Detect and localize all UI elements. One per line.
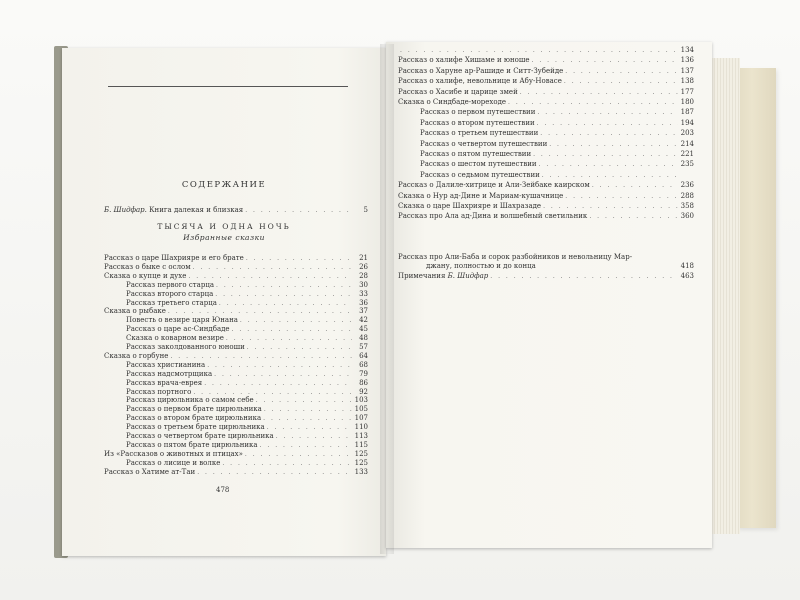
toc-entry-label: Рассказ о халифе, невольнице и Абу-Новасе xyxy=(398,77,562,86)
leader-dots xyxy=(193,263,352,272)
leader-dots xyxy=(490,272,678,281)
toc-entry xyxy=(126,361,368,370)
toc-entry-label: Рассказ о четвертом брате цирюльника xyxy=(126,432,274,440)
toc-entry xyxy=(420,119,694,128)
toc-entry xyxy=(104,254,368,263)
leader-dots xyxy=(549,140,678,149)
toc-entry-page: 57 xyxy=(359,343,368,351)
toc-entry xyxy=(398,181,694,190)
toc-entry xyxy=(398,46,694,55)
toc-entry xyxy=(126,405,368,414)
toc-entry-label: Рассказ второго старца xyxy=(126,289,214,298)
leader-dots xyxy=(226,334,352,343)
toc-entry-page: 45 xyxy=(359,325,368,334)
leader-dots xyxy=(400,46,678,55)
leader-dots xyxy=(592,181,678,190)
toc-entry-page: 177 xyxy=(680,87,694,96)
toc-entry xyxy=(126,388,368,397)
leader-dots xyxy=(246,254,352,263)
toc-entry-page: 21 xyxy=(359,254,368,262)
toc-entry-label: Рассказ о первом путешествии xyxy=(420,108,536,117)
toc-entry-page: 125 xyxy=(354,449,368,458)
toc-entry xyxy=(126,414,368,423)
toc-entry-label: Сказка о Нур ад-Дине и Мариам-кушачнице xyxy=(398,191,564,200)
book-back-cover xyxy=(736,68,776,528)
leader-dots xyxy=(207,361,352,370)
toc-entry-page: 221 xyxy=(680,150,694,158)
leader-dots xyxy=(533,150,678,159)
toc-entry xyxy=(420,129,694,138)
leader-dots xyxy=(188,272,352,281)
toc-entry xyxy=(398,88,694,97)
toc-entry xyxy=(126,343,368,352)
leader-dots xyxy=(564,77,678,86)
toc-entry-page: 36 xyxy=(359,298,368,307)
toc-entry-label: Рассказ о Хатиме ат-Таи xyxy=(104,467,196,476)
leader-dots xyxy=(256,396,352,405)
leader-dots xyxy=(276,432,352,441)
leader-dots xyxy=(170,352,352,361)
toc-entry-label: Рассказ про Ала ад-Дина и волшебный светильник xyxy=(398,212,588,221)
toc-entry-label: Рассказ о царе Шахрияре и его брате xyxy=(104,254,244,262)
toc-entry xyxy=(104,263,368,272)
toc-entry xyxy=(420,140,694,149)
toc-entry-label: Рассказ цирюльника о самом себе xyxy=(126,396,254,405)
toc-entry-label: Рассказ о втором брате цирюльника xyxy=(126,414,262,423)
toc-entry-label: Рассказ христианина xyxy=(126,360,206,369)
toc-entry-label: Рассказ первого старца xyxy=(126,280,214,289)
toc-entry-page: 110 xyxy=(354,423,368,432)
toc-entry-multiline xyxy=(398,253,694,271)
toc-entry-label: Рассказ о пятом путешествии xyxy=(420,150,532,158)
toc-entry-label: Рассказ о первом брате цирюльника xyxy=(126,405,262,414)
toc-entry-label: Рассказ о Харуне ар-Рашиде и Ситт-Зубейде xyxy=(398,66,564,75)
toc-entry-page: 138 xyxy=(680,77,694,86)
toc-entry xyxy=(126,370,368,379)
toc-entry-label: Повесть о везире царя Юнана xyxy=(126,316,238,325)
toc-entry-page: 105 xyxy=(354,405,368,414)
toc-entry-page: 137 xyxy=(680,66,694,75)
toc-entry-line-1: Рассказ про Али-Баба и сорок разбойников и невольницу Мар- xyxy=(398,253,633,261)
toc-entry-page: 358 xyxy=(680,202,694,210)
toc-entry xyxy=(126,290,368,299)
toc-entry-label: Рассказ портного xyxy=(126,387,192,396)
toc-entry xyxy=(126,316,368,325)
toc-entry xyxy=(398,202,694,211)
toc-entry-label: Рассказ о царе ас-Синдбаде xyxy=(126,325,230,334)
toc-entry-page: 103 xyxy=(354,396,368,405)
toc-entry-page: 33 xyxy=(359,289,368,298)
leader-dots xyxy=(260,441,352,450)
toc-entry xyxy=(398,212,694,221)
toc-entry xyxy=(126,281,368,290)
toc-entry xyxy=(104,468,368,477)
toc-entry xyxy=(104,307,368,316)
toc-entry-line-2: джану, полностью и до конца xyxy=(426,262,536,270)
toc-entry-page: 187 xyxy=(680,108,694,117)
toc-entry-page: 42 xyxy=(359,316,368,325)
book-title: ТЫСЯЧА И ОДНА НОЧЬ xyxy=(157,222,291,231)
toc-entry xyxy=(420,160,694,169)
toc-entry xyxy=(398,56,694,65)
notes-label: Примечания xyxy=(398,272,446,280)
toc-entry xyxy=(126,423,368,432)
toc-entry-page: 203 xyxy=(680,129,694,138)
toc-entry-label: Рассказ третьего старца xyxy=(126,298,217,307)
toc-entry xyxy=(126,299,368,308)
leader-dots xyxy=(214,370,352,379)
leader-dots xyxy=(232,325,352,334)
leader-dots xyxy=(540,129,678,138)
toc-entry-label: Рассказ о лисице и волке xyxy=(126,458,221,467)
toc-entry-page: 236 xyxy=(680,181,694,190)
intro-author: Б. Шидфар. xyxy=(104,206,147,214)
leader-dots xyxy=(168,307,352,316)
toc-entry-page: 235 xyxy=(680,160,694,169)
toc-entry xyxy=(398,77,694,86)
leader-dots xyxy=(565,67,678,76)
toc-entry-label: Сказка о Синдбаде-мореходе xyxy=(398,98,507,106)
leader-dots xyxy=(508,98,678,107)
toc-entry-label: Рассказ о третьем путешествии xyxy=(420,129,539,138)
leader-dots xyxy=(247,343,352,352)
toc-entry xyxy=(104,272,368,281)
toc-entry xyxy=(398,98,694,107)
toc-entry-page: 64 xyxy=(359,351,368,360)
toc-entry xyxy=(126,379,368,388)
leader-dots xyxy=(520,88,678,97)
leader-dots xyxy=(245,206,352,215)
toc-entry-label: Рассказ о быке с ослом xyxy=(104,262,191,271)
toc-entry-label: Рассказ о Хасибе и царице змей xyxy=(398,87,518,96)
toc-entry xyxy=(126,432,368,441)
toc-entry-page: 28 xyxy=(359,271,368,280)
toc-entry xyxy=(126,396,368,405)
notes-entry xyxy=(398,272,694,281)
toc-entry-label: Рассказ о халифе Хишаме и юноше xyxy=(398,56,530,65)
leader-dots xyxy=(193,388,352,397)
header-rule xyxy=(108,86,348,87)
toc-entry-page: 113 xyxy=(354,432,368,440)
page-number-left: 478 xyxy=(216,486,230,494)
toc-entry-label: Рассказ о шестом путешествии xyxy=(420,160,537,169)
toc-entry-label: Сказка о царе Шахрияре и Шахразаде xyxy=(398,202,542,210)
toc-entry-label: Рассказ о четвертом путешествии xyxy=(420,139,548,148)
toc-entry xyxy=(104,352,368,361)
intro-entry xyxy=(104,206,368,215)
intro-label: Книга далекая и близкая xyxy=(149,206,244,214)
toc-entry-page: 136 xyxy=(680,56,694,65)
toc-entry-label: Сказка о горбуне xyxy=(104,351,169,360)
toc-entry xyxy=(398,67,694,76)
toc-entry xyxy=(398,192,694,201)
book-gutter xyxy=(380,44,394,554)
toc-entry-label: Рассказ о Далиле-хитрице и Али-Зейбаке каирском xyxy=(398,181,590,190)
toc-entry-label: Рассказ о втором путешествии xyxy=(420,118,535,127)
toc-entry-page: 37 xyxy=(359,307,368,316)
toc-entry-page: 107 xyxy=(354,414,368,423)
toc-entry-page: 26 xyxy=(359,262,368,271)
leader-dots xyxy=(539,160,678,169)
leader-dots xyxy=(267,423,352,432)
leader-dots xyxy=(216,281,352,290)
toc-entry xyxy=(104,450,368,459)
toc-entry xyxy=(126,459,368,468)
leader-dots xyxy=(197,468,352,477)
toc-entry-label: Рассказ о пятом брате цирюльника xyxy=(126,440,258,449)
toc-entry-page: 194 xyxy=(680,118,694,127)
notes-author: Б. Шидфар xyxy=(447,272,489,280)
leader-dots xyxy=(263,414,352,423)
leader-dots xyxy=(222,459,352,468)
leader-dots xyxy=(245,450,352,459)
toc-entry xyxy=(126,441,368,450)
toc-entry-page: 360 xyxy=(680,212,694,221)
toc-entry xyxy=(126,334,368,343)
toc-entry-page: 288 xyxy=(680,191,694,200)
toc-entry-page: 125 xyxy=(354,458,368,467)
leader-dots xyxy=(204,379,352,388)
toc-entry xyxy=(420,108,694,117)
toc-entry-label: Сказка о коварном везире xyxy=(126,334,224,343)
toc-entry-label: Рассказ врача-еврея xyxy=(126,378,203,387)
toc-entry-label: Рассказ надсмотрщика xyxy=(126,369,213,378)
toc-entry xyxy=(126,325,368,334)
toc-entry-page: 133 xyxy=(354,467,368,476)
toc-entry-page: 180 xyxy=(680,98,694,106)
contents-title: СОДЕРЖАНИЕ xyxy=(181,180,267,190)
toc-entry-label: Сказка о купце и духе xyxy=(104,271,187,280)
intro-page: 5 xyxy=(363,206,368,214)
leader-dots xyxy=(219,299,352,308)
toc-entry-page: 86 xyxy=(359,378,368,387)
toc-entry-label: Рассказ о седьмом путешествии xyxy=(420,170,540,179)
leader-dots xyxy=(240,316,352,325)
book-subtitle: Избранные сказки xyxy=(183,233,265,242)
toc-entry xyxy=(420,171,694,180)
toc-entry-page: 30 xyxy=(359,280,368,289)
toc-entry xyxy=(420,150,694,159)
toc-entry-label: Сказка о рыбаке xyxy=(104,307,166,316)
toc-entry-page: 134 xyxy=(680,46,694,54)
leader-dots xyxy=(589,212,678,221)
notes-page: 463 xyxy=(680,272,694,280)
leader-dots xyxy=(532,56,679,65)
toc-entry-page: 79 xyxy=(359,369,368,378)
leader-dots xyxy=(565,192,678,201)
toc-entry-page: 68 xyxy=(359,360,368,369)
leader-dots xyxy=(542,171,678,180)
leader-dots xyxy=(537,119,678,128)
toc-entry-label: Из «Рассказов о животных и птицах» xyxy=(104,449,243,458)
leader-dots xyxy=(264,405,352,414)
leader-dots xyxy=(543,202,678,211)
toc-entry-label: Рассказ заколдованного юноши xyxy=(126,343,245,351)
toc-entry-page: 115 xyxy=(354,440,368,449)
toc-entry-label: Рассказ о третьем брате цирюльника xyxy=(126,423,265,432)
toc-entry-page: 418 xyxy=(680,262,694,270)
toc-entry-page: 48 xyxy=(359,334,368,343)
leader-dots xyxy=(537,108,678,117)
leader-dots xyxy=(215,290,352,299)
toc-entry-page: 92 xyxy=(359,387,368,396)
toc-entry-page: 214 xyxy=(680,139,694,148)
